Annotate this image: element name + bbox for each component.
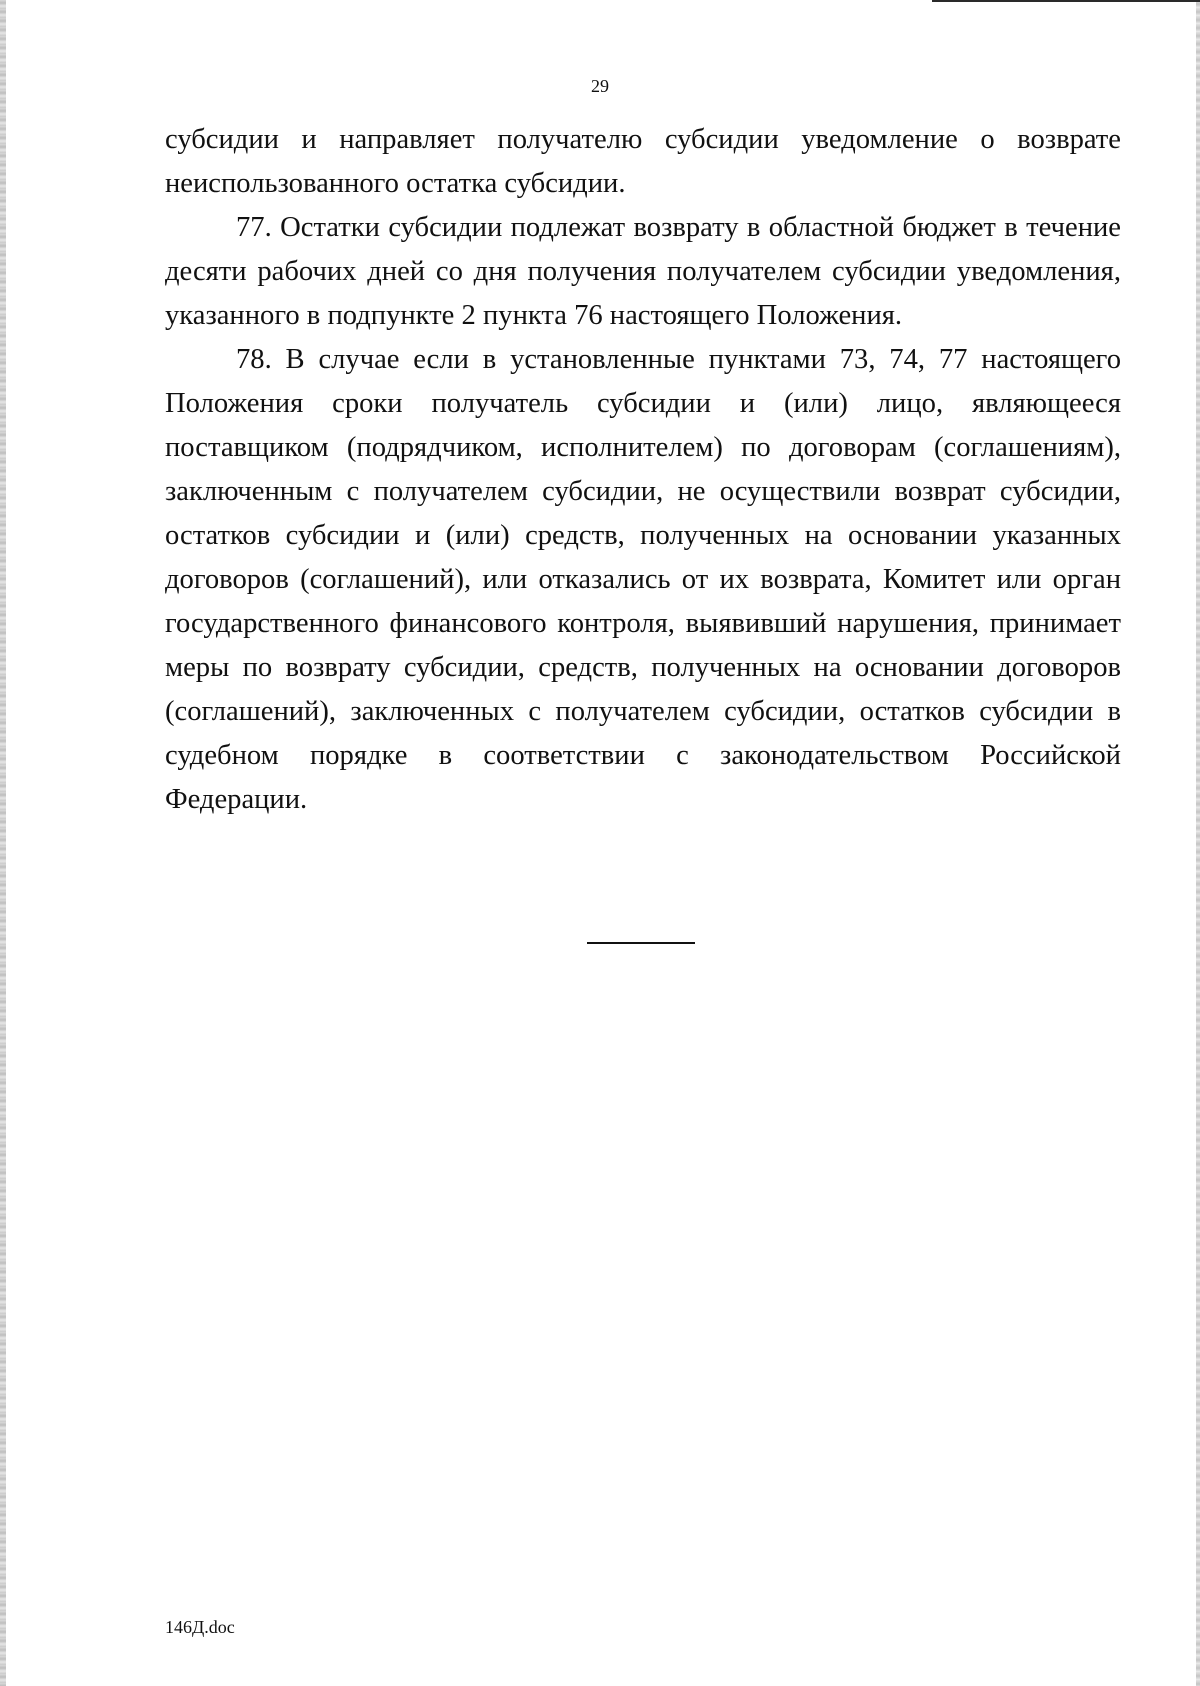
paragraph-77: 77. Остатки субсидии подлежат возврату в областной бюджет в течение десяти рабочих дней со дня получения получателем субсидии уведомления, указанного в подпункте 2 пункта 76 настоящего Положения.	[165, 212, 1121, 331]
scan-edge-right	[1196, 0, 1200, 1686]
footer-filename: 146Д.doc	[165, 1617, 235, 1637]
end-of-document-rule	[587, 942, 695, 944]
paragraph-78: 78. В случае если в установленные пунктами 73, 74, 77 настоящего Положения сроки получатель субсидии и (или) лицо, являющееся поставщиком (подрядчиком, исполнителем) по договорам (соглашениям), заключенным с получателем субсидии, не осуществили возврат субсидии, остатков субсидии и (или) средств, полученных на основании указанных договоров (соглашений), или отказались от их возврата, Комитет или орган государственного финансового контроля, выявивший нарушения, принимает меры по возврату субсидии, средств, полученных на основании договоров (соглашений), заключенных с получателем субсидии, остатков субсидии в судебном порядке в соответствии с законодательством Российской Федерации.	[165, 344, 1121, 815]
paragraph-continuation: субсидии и направляет получателю субсидии уведомление о возврате неиспользованного остатка субсидии.	[165, 124, 1121, 199]
scan-edge-left	[0, 0, 6, 1686]
page-number: 29	[591, 76, 609, 96]
document-body	[165, 118, 1121, 822]
scan-edge-top	[932, 0, 1200, 2]
